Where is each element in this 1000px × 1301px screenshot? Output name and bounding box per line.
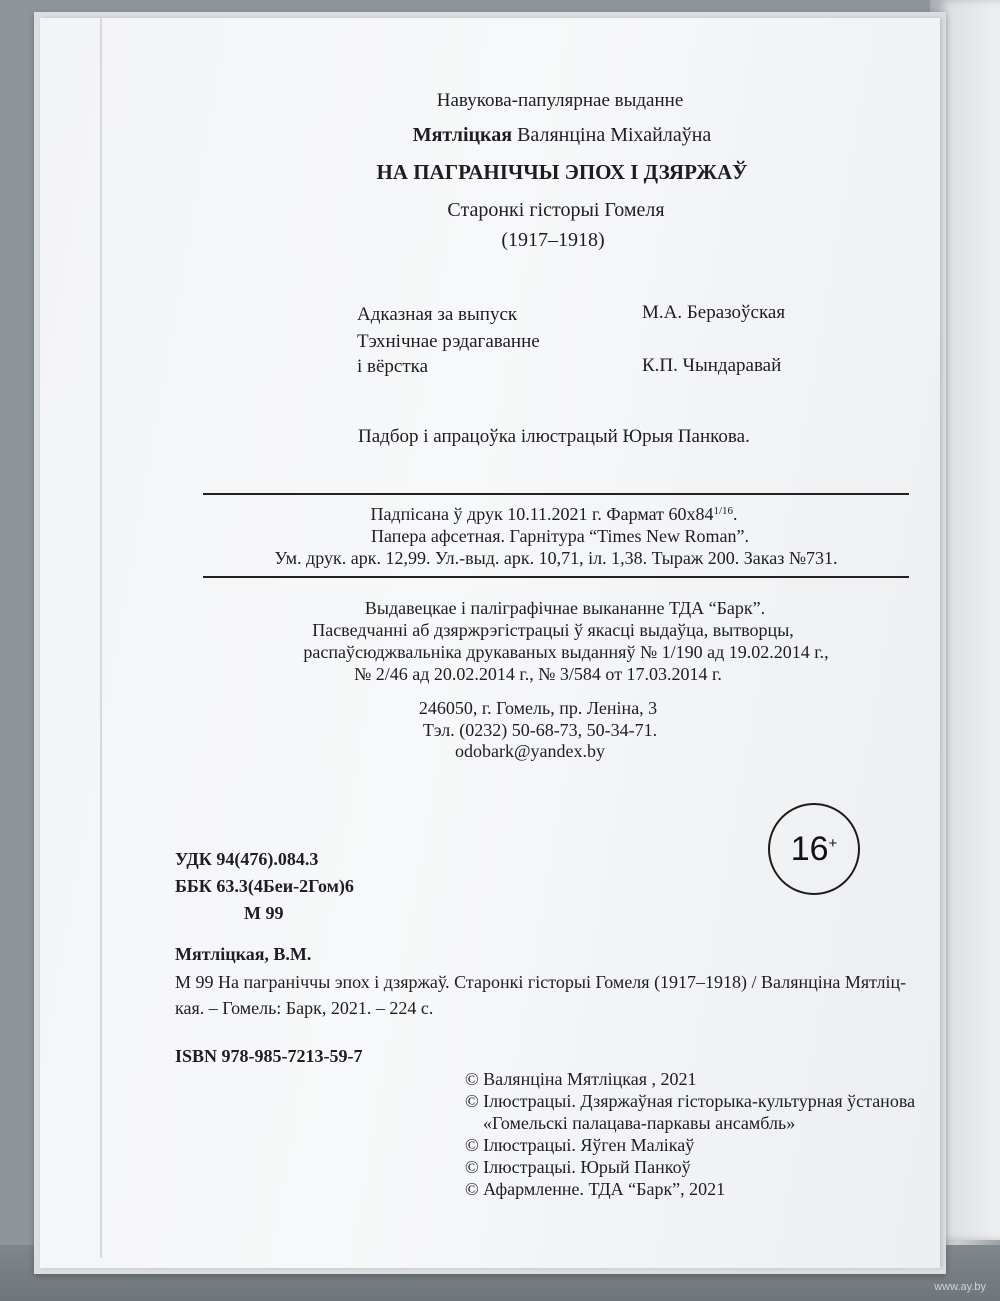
- credit-name-editor: М.А. Беразоўская: [642, 302, 786, 323]
- print-info-line1: [370, 505, 737, 523]
- credit-role-layout-1: Тэхнічнае рэдагаванне: [357, 331, 540, 352]
- copyright-illustrations-museum: © Ілюстрацыі. Дзяржаўная гісторыка-культурная ўстанова: [465, 1091, 916, 1111]
- book-years: (1917–1918): [501, 229, 605, 251]
- copyright-museum-name: «Гомельскі палацава-паркавы ансамбль»: [483, 1113, 796, 1133]
- facing-page: [938, 0, 1000, 1240]
- print-info-signed: Падпісана ў друк 10.11.2021 г. Фармат 60x84: [370, 504, 714, 524]
- author-line: [413, 125, 712, 145]
- author-mark: М 99: [244, 903, 284, 923]
- publisher-line2: Пасведчанні аб дзяржрэгістрацыі ў якасці выдаўца, вытворцы,: [312, 620, 794, 640]
- bibliography-author: Мятліцкая, В.М.: [175, 944, 312, 964]
- age-rating-value: 16: [790, 829, 829, 868]
- print-info-format-fraction: 1/16: [713, 505, 734, 517]
- age-rating-plus: +: [828, 834, 838, 852]
- credit-role-editor: Адказная за выпуск: [357, 304, 518, 325]
- publisher-email: odobark@yandex.by: [454, 741, 606, 761]
- udk-code: УДК 94(476).084.3: [175, 849, 319, 869]
- copyright-author: © Валянціна Мятліцкая , 2021: [465, 1069, 697, 1089]
- credit-name-layout: К.П. Чындаравай: [642, 355, 782, 376]
- genre-line: Навукова-папулярнае выданне: [436, 90, 684, 111]
- publisher-address: 246050, г. Гомель, пр. Леніна, 3: [418, 698, 658, 718]
- copyright-illustrations-malikau: © Ілюстрацыі. Яўген Малікаў: [465, 1135, 695, 1155]
- copyright-illustrations-pankou: © Ілюстрацыі. Юрый Панкоў: [465, 1157, 691, 1177]
- watermark: www.ay.by: [934, 1281, 986, 1293]
- print-info-line3: Ум. друк. арк. 12,99. Ул.-выд. арк. 10,71, іл. 1,38. Тыраж 200. Заказ №731.: [274, 548, 838, 568]
- publisher-phone: Тэл. (0232) 50-68-73, 50-34-71.: [422, 720, 658, 740]
- print-info-line2: Папера афсетная. Гарнітура “Times New Roman”.: [371, 526, 749, 546]
- illustrations-note: Падбор і апрацоўка ілюстрацый Юрыя Панкова.: [358, 426, 750, 447]
- book-title: НА ПАГРАНІЧЧЫ ЭПОХ І ДЗЯРЖАЎ: [376, 160, 748, 184]
- author-surname: Мятліцкая: [412, 124, 513, 146]
- author-name: Валянціна Міхайлаўна: [517, 124, 712, 146]
- bbk-code: ББК 63.3(4Беи-2Гом)6: [175, 876, 354, 896]
- divider-top: [203, 493, 909, 495]
- publisher-line4: № 2/46 ад 20.02.2014 г., № 3/584 от 17.03.2014 г.: [354, 664, 722, 684]
- print-info-period: .: [733, 504, 738, 524]
- book-subtitle: Старонкі гісторыі Гомеля: [447, 199, 665, 221]
- age-rating-badge: [768, 803, 860, 895]
- bibliography-line1: М 99 На пагранiччы эпох i дзяржаў. Старонкi гiсторыi Гомеля (1917–1918) / Валянцiна Мятлiц-: [175, 972, 907, 992]
- copyright-design: © Афармленне. ТДА “Барк”, 2021: [465, 1179, 726, 1199]
- bibliography-line2: кая. – Гомель: Барк, 2021. – 224 с.: [175, 998, 434, 1018]
- credit-role-layout-2: і вёрстка: [357, 356, 429, 377]
- publisher-line3: распаўсюджвальніка друкаваных выданняў № 1/190 ад 19.02.2014 г.,: [303, 642, 829, 662]
- isbn: ISBN 978-985-7213-59-7: [175, 1046, 363, 1066]
- divider-bottom: [203, 576, 909, 578]
- publisher-line1: Выдавецкае і паліграфічнае выкананне ТДА “Барк”.: [364, 598, 766, 618]
- page-edge-line: [100, 18, 102, 1258]
